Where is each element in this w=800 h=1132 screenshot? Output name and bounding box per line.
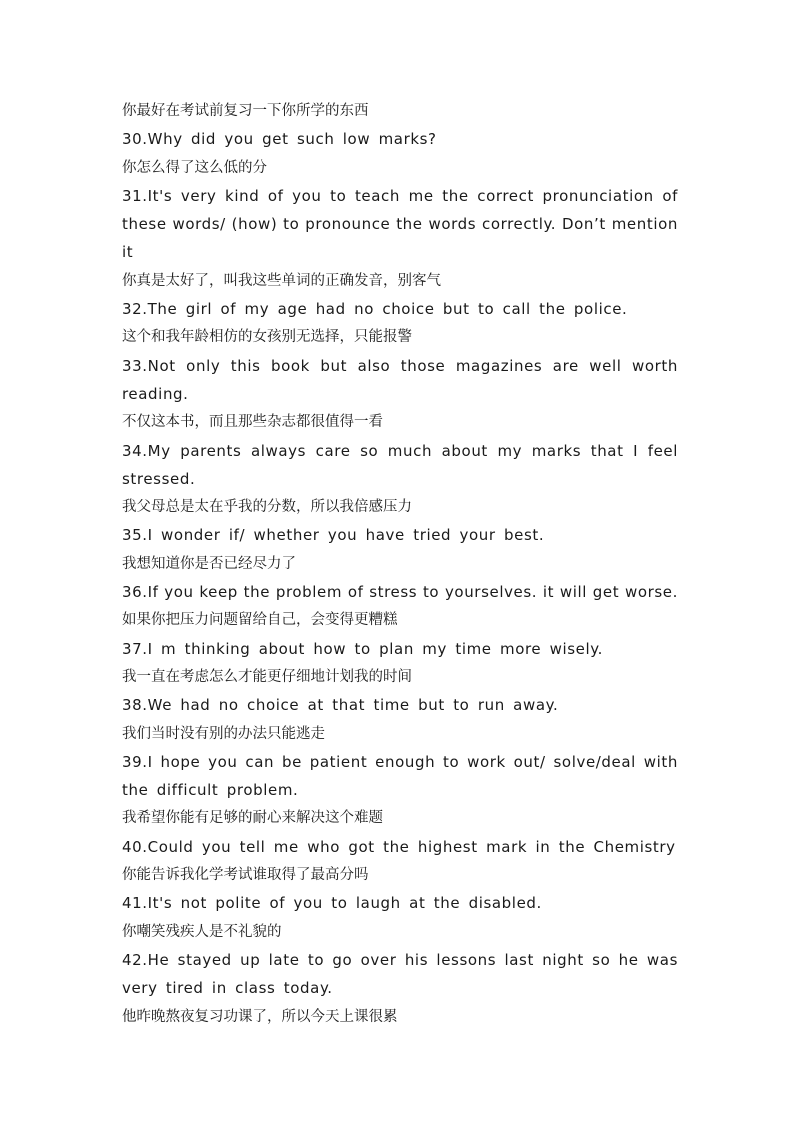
sentence-line: 36.If you keep the problem of stress to yourselves. it will get worse. xyxy=(122,583,678,602)
sentence-line: 31.It's very kind of you to teach me the correct pronunciation of xyxy=(122,186,678,205)
translation-line: 不仅这本书，而且那些杂志都很值得一看 xyxy=(122,414,383,431)
translation-line: 你嘲笑残疾人是不礼貌的 xyxy=(122,923,282,940)
sentence-line: 30.Why did you get such low marks? xyxy=(122,130,437,149)
translation-line: 我想知道你是否已经尽力了 xyxy=(122,555,296,572)
sentence-line: 40.Could you tell me who got the highest mark in the Chemistry xyxy=(122,837,676,856)
translation-line: 我希望你能有足够的耐心来解决这个难题 xyxy=(122,810,383,827)
sentence-line: 38.We had no choice at that time but to run away. xyxy=(122,696,559,715)
sentence-line: 34.My parents always care so much about my marks that I feel xyxy=(122,441,678,460)
translation-line: 你能告诉我化学考试谁取得了最高分吗 xyxy=(122,867,369,884)
sentence-line: 33.Not only this book but also those magazines are well worth xyxy=(122,356,678,375)
sentence-line: 35.I wonder if/ whether you have tried your best. xyxy=(122,526,545,545)
translation-line: 你最好在考试前复习一下你所学的东西 xyxy=(122,103,369,119)
translation-line: 你怎么得了这么低的分 xyxy=(122,159,267,176)
sentence-line: very tired in class today. xyxy=(122,979,333,998)
translation-line: 这个和我年龄相仿的女孩别无选择，只能报警 xyxy=(122,329,412,346)
sentence-line: 39.I hope you can be patient enough to work out/ solve/deal with xyxy=(122,752,678,771)
sentence-line: 41.It's not polite of you to laugh at the disabled. xyxy=(122,894,542,913)
translation-line: 我一直在考虑怎么才能更仔细地计划我的时间 xyxy=(122,668,412,685)
sentence-line: the difficult problem. xyxy=(122,781,299,800)
translation-line: 你真是太好了，叫我这些单词的正确发音，别客气 xyxy=(122,272,441,289)
translation-line: 他昨晚熬夜复习功课了，所以今天上课很累 xyxy=(122,1008,398,1025)
sentence-line: 37.I m thinking about how to plan my time more wisely. xyxy=(122,639,603,658)
translation-line: 我们当时没有别的办法只能逃走 xyxy=(122,725,325,742)
sentence-line: 32.The girl of my age had no choice but to call the police. xyxy=(122,300,628,319)
translation-line: 如果你把压力问题留给自己，会变得更糟糕 xyxy=(122,612,398,629)
document-page xyxy=(122,97,678,1031)
translation-line: 我父母总是太在乎我的分数，所以我倍感压力 xyxy=(122,499,412,516)
sentence-line: 42.He stayed up late to go over his lessons last night so he was xyxy=(122,950,678,969)
sentence-line: these words/ (how) to pronounce the words correctly. Don’t mention xyxy=(122,215,678,234)
sentence-line: reading. xyxy=(122,384,189,403)
sentence-line: it xyxy=(122,243,134,262)
sentence-line: stressed. xyxy=(122,469,196,488)
